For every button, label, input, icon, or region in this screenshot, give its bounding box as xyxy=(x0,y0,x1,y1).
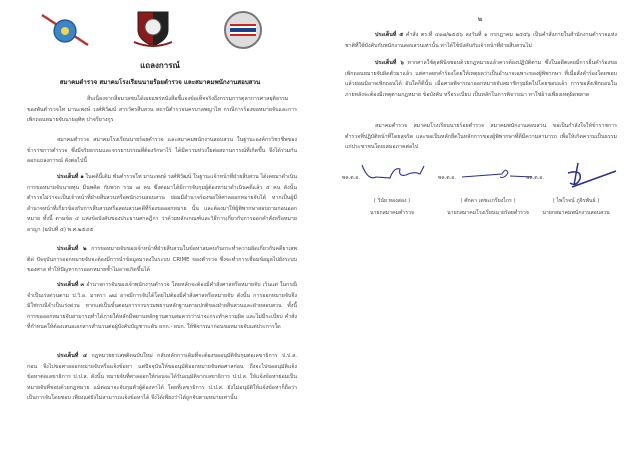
issue-text: กฎหมายยาเสพติดฉบับใหม่ กลับหลักการเดิมที่จะต้องขออนุมัติจับกุมต่อเลขาธิการ ป.ป.ส. ก่อน จึงไปขอศาลออกหมายจับหรือแจ้งข้อหา แต่ปัจจุบันให้ขออนุมัติออกหมายจับต่อศาลก่อน ถึงจะไปขออนุมัติแจ้งข้อหาต่อเลขาธิการ ป.ป.ส. ดังนั้น หมายจับที่ศาลออกให้ก่อนจะได้รับอนุมัติจากเลขาธิการ ป.ป.ส. ให้แจ้งข้อหาย่อมเป็นหมายจับที่ชอบด้วยกฎหมาย แม้ต่อมาจะจับกุมตัวผู้ต้องหาได้ โดยที่เลขาธิการ ป.ป.ส. ยังไม่อนุมัติให้แจ้งข้อหาก็ถือว่าเป็นการจับโดยชอบ เพียงแต่ยังไม่สามารถแจ้งข้อหาได้ จึงได้เพียงว่าได้ถูกจับตามหมายเท่านั้น xyxy=(27,353,297,402)
issue-5 xyxy=(345,30,617,51)
handwritten-signature xyxy=(450,163,535,185)
issue-text: คำสั่ง ตร.ที่ ๔๑๗/๒๕๕๖ ลงวันที่ ๑ กรกฎาคม ๒๕๕๖ เป็นคำสั่งภายในสำนักงานตำรวจแห่งชาติที่ใช้บังคับกับพนักงานสอบสวนเท่านั้น หาได้ใช้บังคับกับเจ้าหน้าที่ฝ่ายสืบสวนไม่ xyxy=(345,32,617,49)
issue-label: ประเด็นที่ ๑ xyxy=(57,174,84,180)
issue-3 xyxy=(27,280,297,333)
page-number: ๒ xyxy=(477,15,483,23)
signatory-rank: พล.ต.อ. xyxy=(342,175,361,181)
issue-6 xyxy=(345,58,617,100)
issue-2 xyxy=(27,244,297,276)
issue-label: ประเด็นที่ ๔ xyxy=(57,353,88,359)
signatory-name: ( ศักดา เตชะเกรียงไกร ) xyxy=(460,198,516,204)
preamble-paragraph: สมาคมตำรวจ สมาคมโรงเรียนนายร้อยตำรวจ และสมาคมพนักงานสอบสวน ในฐานะองค์กรวิชาชีพของข้าราชการตำรวจ ซึ่งมีจริยธรรมและจรรยาบรรณที่ต้องรักษาไว้ ได้มีความห่วงใยต่อสถานการณ์ที่เกิดขึ้น จึงได้ร่วมกันออกแถลงการณ์ ดังต่อไปนี้ xyxy=(27,137,297,165)
signatory-rank: พล.ต.อ. xyxy=(438,175,457,181)
issue-label: ประเด็นที่ ๒ xyxy=(57,246,87,252)
police-cadet-academy-association-logo xyxy=(130,8,176,48)
page-two xyxy=(320,0,640,474)
issue-label: ประเด็นที่ ๕ xyxy=(375,32,404,38)
intro-paragraph: สืบเนื่องจากสื่อมวลชนได้เผยแพร่หนังสือชี้แจงข้อเท็จจริงถึงกรรมการตุลาการศาลยุติธรรม ของพันตำรวจโท มานะพงษ์ วงศ์พิวัฒน์ สารวัตรสืบสวน สถานีตำรวจนครบาลพญาไท กรณีการร้องขอหมายจับและการเพิกถอนหมายจับนายอุทิศ ปาจรียางกูร xyxy=(27,96,297,124)
issue-text: หากศาลใช้ดุลพินิจชอบด้วยกฎหมายแล้วควรต้องปฏิบัติตาม ซึ่งในอดีตเคยมีการยื่นคำร้องขอเพิกถอนหมายจับผิดตัวมาแล้ว แต่ศาลยกคำร้องโดยให้เหตุผลว่าเป็นอำนาจเฉพาะของผู้พิพากษา ที่เมื่อสั่งคำร้องโดยชอบแล้วย่อมมิอาจเพิกถอนได้ อันใดก็ดีนั้น เมื่อศาลพิจารณาออกหมายจับสมาชิกรุมผิดไปโดยชอบแล้ว การขอสั่งเพิกถอนในภายหลังจะต้องมีเหตุตามกฎหมาย ข้อบังคับ หรือระเบียบ เป็นหลักในการพิจารณา หาใช่อ้างเพียงเหตุผิดพลาด xyxy=(345,60,618,98)
signatory-title: นายกสมาคมตำรวจ xyxy=(369,210,415,216)
issue-text: อำนาจการจับของเจ้าพนักงานตำรวจ โดยหลักจะต้องมีคำสั่งศาลหรือหมายจับ เว้นแต่ ในกรณีจำเป็นเร่งด่วนตาม ป.วิ.อ. มาตรา ๗๘ อาจมีการจับได้โดยไม่ต้องมีคำสั่งศาลหรือหมายจับ ดังนั้น การออกหมายจับจึงมิใช่กรณีจำเป็นเร่งด่วน หากแต่เป็นขั้นตอนการรวบรวมพยานหลักฐานตามปกติของฝ่ายสืบสวนและฝ่ายสอบสวน ทั้งนี้ การขอออกหมายจับสามารถทำได้ภายใต้หลักมีพยานหลักฐานตามสมควรว่าน่าจะกระทำความผิด และไม่มีระเบียบ คำสั่ง ที่กำหนดให้ต้องเสนอเอกสารสำนวนต่อผู้บังคับบัญชาระดับ ผกก.- ผบก. ให้พิจารณาก่อนขอหมายจับแต่ประการใด xyxy=(27,282,297,331)
issue-text: การขอหมายจับของเจ้าหน้าที่ฝ่ายสืบสวนในข้อหาสมคบกันกระทำความผิดเกี่ยวกับคดียาเสพติด ปัจจุบันการออกหมายจับจะต้องมีการนำข้อมูลมาลงในระบบ CRIME ของตำรวจ ซึ่งจะทำการเชื่อมข้อมูลไปยังระบบของศาล ทำให้ปัญหาการออกหมายซ้ำไม่อาจเกิดขึ้นได้ xyxy=(27,246,297,274)
statement-title: แถลงการณ์ xyxy=(140,61,180,70)
handwritten-signature xyxy=(354,163,434,185)
issue-label: ประเด็นที่ ๓ xyxy=(57,282,85,288)
signatory-name: ( ไพโรจน์ ภู่จิรพันธ์ ) xyxy=(552,198,600,204)
handwritten-signature xyxy=(538,163,628,193)
closing-paragraph: สมาคมตำรวจ สมาคมโรงเรียนนายร้อยตำรวจ สมาคมพนักงานสอบสวน ขอเป็นกำลังใจให้ข้าราชการตำรวจที่ปฏิบัติหน้าที่โดยสุจริต และขอเป็นหลักยึดในหลักการของผู้พิพากษาที่ดีมีความสามารถ เพื่อให้เกิดความเป็นธรรมแก่ประชาชนโดยเสมอภาคต่อไป xyxy=(345,123,617,151)
statement-subtitle: สมาคมตำรวจ สมาคมโรงเรียนนายร้อยตำรวจ และสมาคมพนักงานสอบสวน xyxy=(59,79,261,86)
issue-1 xyxy=(27,172,297,236)
police-association-logo xyxy=(40,12,90,48)
issue-label: ประเด็นที่ ๖ xyxy=(375,60,404,66)
issue-4 xyxy=(27,351,297,404)
signatory-rank: พล.ต.อ. xyxy=(526,175,545,181)
issue-text: ในคดีนี้เดิม พันตำรวจโท มานะพงษ์ วงศ์พิวัฒน์ ในฐานะเจ้าหน้าที่ฝ่ายสืบสวน ได้เคยมาดำเนินการขอหมายจับนายทุน มีนพคิด กับพวก รวม ๗ คน ซึ่งต่อมาได้มีการจับกุมผู้ต้องหามาดำเนินคดีแล้ว ๕ คน ดังนั้น ตำรวจไม่ว่าจะเป็นเจ้าหน้าที่ฝ่ายสืบสวนหรือพนักงานสอบสวน ย่อมมีอำนาจร้องขอให้ศาลออกหมายจับได้ หากเป็นผู้มีอำนาจหน้าที่เกี่ยวข้องกับการสืบสวนหรือสอบสวนคดีที่ร้องขอออกหมาย นั้น และต้องมาให้ผู้พิพากษาสอบถามก่อนออกหมาย ทั้งนี้ ตามข้อ ๔ แห่งข้อบังคับของประธานศาลฎีกา ว่าด้วยหลักเกณฑ์และวิธีการเกี่ยวกับการออกคำสั่งหรือหมายอาญา (ฉบับที่ ๕) พ.ศ.๒๕๔๕ xyxy=(27,174,298,233)
signatory-title: นายกสมาคมพนักงานสอบสวน xyxy=(542,210,610,216)
signatory-name: ( วินัย ทองสอง ) xyxy=(373,198,411,204)
inquiry-officials-association-logo xyxy=(220,10,266,50)
signatory-title: นายกสมาคมโรงเรียนนายร้อยตำรวจ xyxy=(447,210,529,216)
